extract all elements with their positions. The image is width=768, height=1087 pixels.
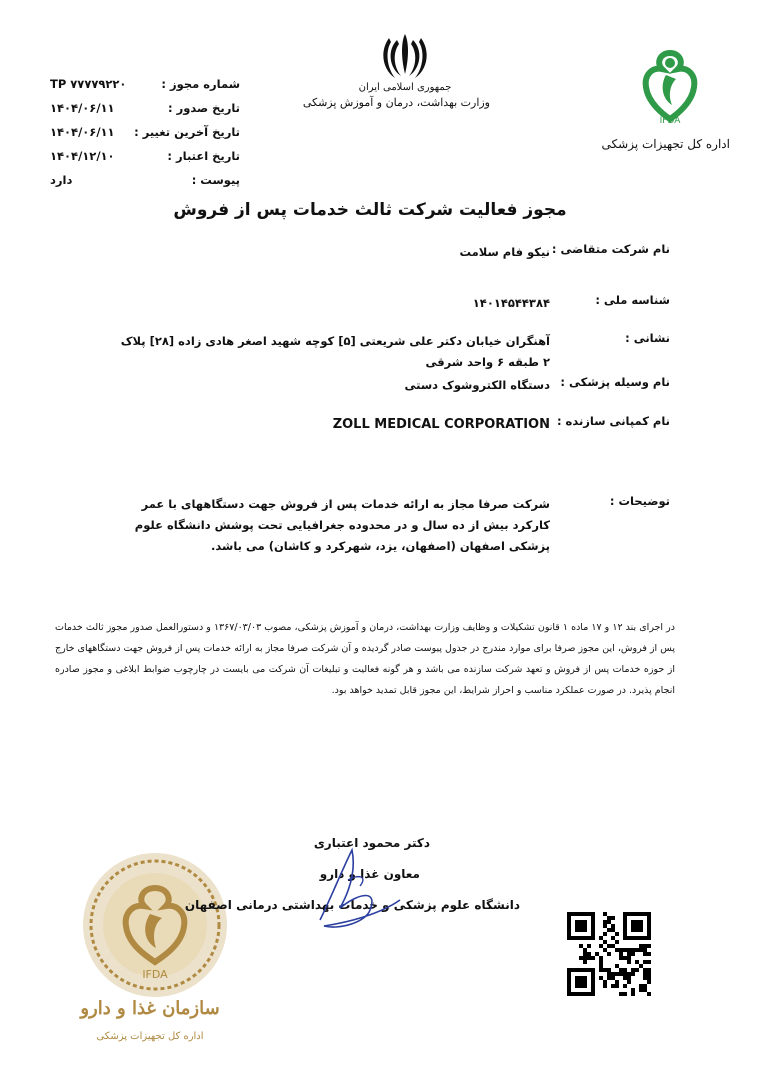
- company-label: نام شرکت متقاضی :: [551, 242, 670, 256]
- ministry-line-2: وزارت بهداشت، درمان و آموزش پزشکی: [302, 96, 490, 109]
- field-manufacturer: [110, 414, 670, 435]
- ministry-line-1: جمهوری اسلامی ایران: [358, 82, 452, 93]
- permit-row-number: [50, 72, 240, 96]
- ifda-logo-text: IFDA: [659, 116, 681, 125]
- legal-text: در اجرای بند ۱۲ و ۱۷ ماده ۱ قانون تشکیلات و وظایف وزارت بهداشت، درمان و آموزش پزشکی، مصوب ۱۳۶۷/۰۳/۰۳ و دستورالعمل صدور مجوز ثالث خدمات پس از فروش، این مجوز صرفا برای موارد مندرج در جدول پیوست صادر گردیده و آن شرکت صرفا مجاز به ارائه خدمات پس از فروش جهت دستگاههای خارج از حوزه خدمات پس از فروش و تعهد شرکت سازنده می باشد و هر گونه فعالیت و تبلیغات آن شرکت می بایست در چارچوب ضوابط ابلاغی و مجوز صادره انجام پذیرد. در صورت عملکرد مناسب و احراز شرایط، این مجوز قابل تمدید خواهد بود.: [55, 622, 675, 696]
- iran-emblem: [302, 30, 490, 145]
- seal-dept-name: اداره کل تجهیزات پزشکی: [96, 1031, 204, 1042]
- seal-org-name: سازمان غذا و دارو: [80, 998, 220, 1019]
- last-change-value: ۱۴۰۴/۰۶/۱۱: [50, 125, 115, 139]
- emblem-icon: [381, 30, 429, 82]
- signatory-position: معاون غذا و دارو: [319, 867, 420, 881]
- company-value: نیکو فام سلامت: [459, 245, 550, 259]
- notes-value: شرکت صرفا مجاز به ارائه خدمات پس از فروش جهت دستگاههای با عمر کارکرد بیش از ده سال و در محدوده جغرافیایی تحت پوشش دانشگاه علوم پزشکی اصفهان (اصفهان، یزد، شهرکرد و کاشان) می باشد.: [134, 497, 550, 553]
- signatory-organization: دانشگاه علوم پزشکی و خدمات بهداشتی درمانی اصفهان: [184, 898, 520, 912]
- permit-number-label: شماره مجوز :: [161, 77, 240, 91]
- field-address: [110, 331, 670, 373]
- national-id-value: ۱۴۰۱۴۵۴۴۳۸۴: [472, 296, 550, 310]
- permit-row-issue-date: [50, 96, 240, 120]
- ifda-logo-icon: [630, 45, 710, 125]
- manufacturer-value: ZOLL MEDICAL CORPORATION: [332, 417, 550, 432]
- seal-logo-text: IFDA: [142, 968, 168, 981]
- national-id-label: شناسه ملی :: [595, 293, 670, 307]
- issue-date-label: تاریخ صدور :: [168, 101, 240, 115]
- address-label: نشانی :: [625, 331, 670, 345]
- device-value: دستگاه الکتروشوک دستی: [404, 378, 550, 392]
- issue-date-value: ۱۴۰۴/۰۶/۱۱: [50, 101, 115, 115]
- field-company: [110, 242, 670, 263]
- qr-code-icon[interactable]: [567, 912, 651, 996]
- permit-row-attachment: [50, 168, 240, 192]
- attachment-label: پیوست :: [191, 173, 240, 187]
- signatory-name: دکتر محمود اعتباری: [313, 836, 430, 850]
- permit-info: [50, 72, 240, 192]
- notes-label: توضیحات :: [609, 494, 670, 508]
- permit-number-value: TP ۷۷۷۷۹۲۲۰: [50, 77, 127, 91]
- field-device: [110, 375, 670, 396]
- device-label: نام وسیله پزشکی :: [560, 375, 670, 389]
- permit-row-validity: [50, 144, 240, 168]
- address-value: آهنگران خیابان دکتر علی شریعتی [۵] کوچه شهید اصغر هادی زاده [۲۸] پلاک ۲ طبقه ۶ واحد شرقی: [120, 334, 550, 369]
- manufacturer-label: نام کمپانی سازنده :: [556, 414, 670, 428]
- validity-label: تاریخ اعتبار :: [167, 149, 240, 163]
- attachment-value: دارد: [50, 173, 73, 187]
- ifda-logo: [601, 45, 730, 151]
- ifda-caption: اداره کل تجهیزات پزشکی: [601, 137, 730, 151]
- field-national-id: [110, 293, 670, 314]
- field-notes: [110, 494, 670, 557]
- seal-caption: [60, 998, 240, 1042]
- permit-row-last-change: [50, 120, 240, 144]
- document-title: مجوز فعالیت شرکت ثالث خدمات پس از فروش: [173, 200, 567, 220]
- last-change-label: تاریخ آخرین تغییر :: [134, 125, 240, 139]
- validity-value: ۱۴۰۴/۱۲/۱۰: [50, 149, 115, 163]
- handwritten-signature-icon: [300, 830, 410, 940]
